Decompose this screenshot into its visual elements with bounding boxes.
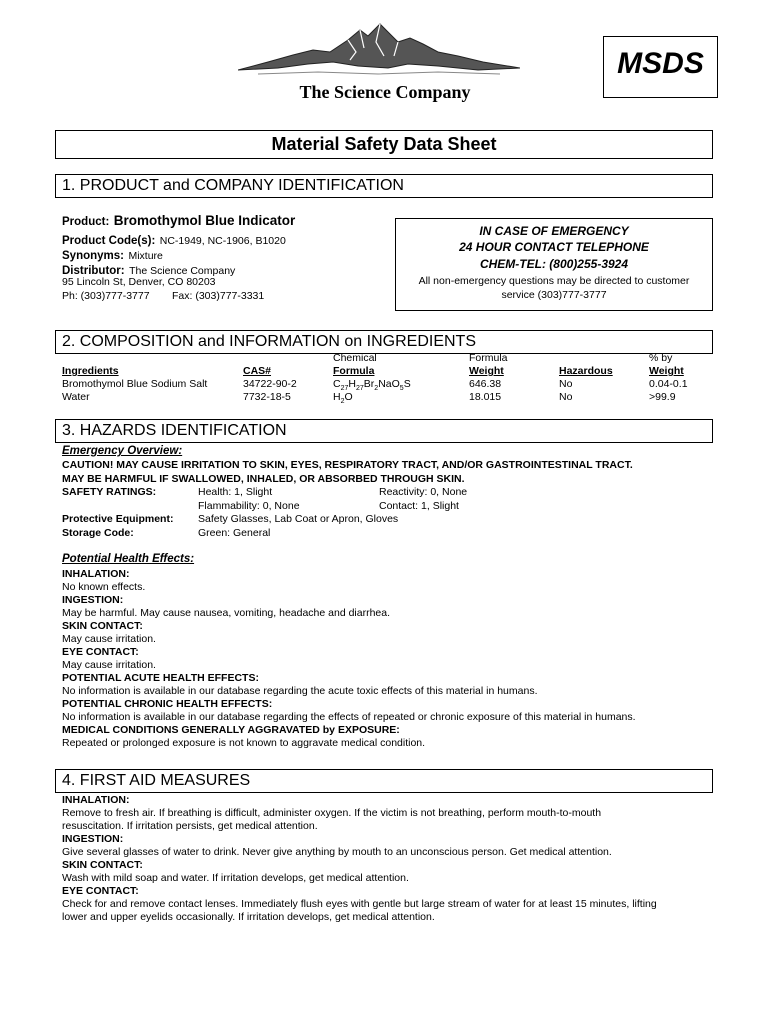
- distributor-label: Distributor:: [62, 265, 125, 277]
- th-formula: Formula: [333, 365, 375, 377]
- emergency-note: All non-emergency questions may be directed to customer service (303)777-3777: [418, 275, 690, 301]
- caution-line-1: CAUTION! MAY CAUSE IRRITATION TO SKIN, EYES, RESPIRATORY TRACT, AND/OR GASTROINTESTINAL TRACT.: [62, 459, 633, 471]
- first-aid-text: resuscitation. If irritation persists, get medical attention.: [62, 820, 318, 832]
- storage-code-value: Green: General: [198, 527, 271, 539]
- msds-badge: [603, 36, 718, 98]
- section-3-header: [55, 419, 713, 443]
- table-row: [62, 378, 709, 391]
- emergency-overview-label: Emergency Overview:: [62, 445, 183, 457]
- ingredient-name: Bromothymol Blue Sodium Salt: [62, 378, 208, 390]
- th-hazardous: Hazardous: [559, 365, 613, 377]
- contact-rating: Contact: 1, Slight: [379, 500, 459, 512]
- cas-number: 7732-18-5: [243, 391, 291, 403]
- distributor-fax: Fax: (303)777-3331: [172, 290, 265, 302]
- codes-label: Product Code(s):: [62, 235, 156, 247]
- storage-code-label: Storage Code:: [62, 527, 134, 539]
- th-pct: Weight: [649, 365, 684, 377]
- hazardous-flag: No: [559, 391, 573, 403]
- section-4-header: [55, 769, 713, 793]
- first-aid-text: Remove to fresh air. If breathing is difficult, administer oxygen. If the victim is not breathing, perform mouth-to-mouth: [62, 807, 602, 819]
- ingredient-name: Water: [62, 391, 90, 403]
- protective-equipment-label: Protective Equipment:: [62, 513, 174, 525]
- first-aid-heading: INHALATION:: [62, 794, 130, 806]
- product-line: [62, 212, 295, 230]
- msds-badge-text: MSDS: [617, 47, 704, 80]
- th-weight-top: Formula: [469, 352, 508, 364]
- chemical-formula: $H_2O$: [333, 391, 353, 406]
- document-title-box: [55, 130, 713, 159]
- health-effect-text: Repeated or prolonged exposure is not known to aggravate medical condition.: [62, 737, 426, 749]
- formula-weight: 646.38: [469, 378, 502, 390]
- codes-value: NC-1949, NC-1906, B1020: [159, 235, 286, 247]
- synonyms-value: Mixture: [128, 250, 163, 262]
- health-effect-heading: EYE CONTACT:: [62, 646, 139, 658]
- first-aid-heading: EYE CONTACT:: [62, 885, 139, 897]
- health-effect-text: No information is available in our database regarding the effects of repeated or chronic exposure of this material in humans.: [62, 711, 636, 723]
- emergency-phone: CHEM-TEL: (800)255-3924: [479, 257, 629, 271]
- emergency-box: [395, 218, 713, 311]
- mountain-logo: [238, 22, 520, 84]
- section-3-title: 3. HAZARDS IDENTIFICATION: [62, 422, 287, 439]
- document-title: Material Safety Data Sheet: [271, 134, 497, 154]
- first-aid-heading: SKIN CONTACT:: [62, 859, 143, 871]
- health-effect-text: No known effects.: [62, 581, 146, 593]
- th-formula-top: Chemical: [333, 352, 377, 364]
- company-name: The Science Company: [299, 82, 471, 102]
- first-aid-text: lower and upper eyelids occasionally. If irritation develops, get medical attention.: [62, 911, 435, 923]
- percent-by-weight: 0.04-0.1: [649, 378, 688, 390]
- health-effect-heading: INHALATION:: [62, 568, 130, 580]
- section-1-header: [55, 174, 713, 198]
- hazardous-flag: No: [559, 378, 573, 390]
- emergency-line1: IN CASE OF EMERGENCY: [479, 224, 629, 238]
- chemical-formula: $C_{27}H_{27}Br_2NaO_5S$: [333, 378, 411, 393]
- section-2-title: 2. COMPOSITION and INFORMATION on INGREDIENTS: [62, 333, 476, 350]
- synonyms-label: Synonyms:: [62, 250, 124, 262]
- section-4-title: 4. FIRST AID MEASURES: [62, 772, 251, 789]
- th-weight: Weight: [469, 365, 504, 377]
- protective-equipment-value: Safety Glasses, Lab Coat or Apron, Gloves: [198, 513, 399, 525]
- reactivity-rating: Reactivity: 0, None: [379, 486, 468, 498]
- section-2-header: [55, 330, 713, 354]
- health-effect-text: May cause irritation.: [62, 633, 156, 645]
- flammability-rating: Flammability: 0, None: [198, 500, 300, 512]
- health-effect-heading: POTENTIAL ACUTE HEALTH EFFECTS:: [62, 672, 259, 684]
- health-effect-heading: INGESTION:: [62, 594, 124, 606]
- first-aid-text: Wash with mild soap and water. If irritation develops, get medical attention.: [62, 872, 409, 884]
- health-rating: Health: 1, Slight: [198, 486, 273, 498]
- table-header: [62, 365, 709, 378]
- health-effect-text: May cause irritation.: [62, 659, 156, 671]
- safety-ratings-label: SAFETY RATINGS:: [62, 486, 157, 498]
- distributor-address: 95 Lincoln St, Denver, CO 80203: [62, 276, 216, 288]
- ingredients-table: [62, 352, 709, 404]
- formula-weight: 18.015: [469, 391, 502, 403]
- health-effect-text: May be harmful. May cause nausea, vomiting, headache and diarrhea.: [62, 607, 391, 619]
- health-effect-text: No information is available in our database regarding the acute toxic effects of this material in humans.: [62, 685, 538, 697]
- section-1-title: 1. PRODUCT and COMPANY IDENTIFICATION: [62, 177, 404, 194]
- product-label: Product:: [62, 216, 110, 228]
- health-effects-list: [62, 568, 636, 750]
- th-cas: CAS#: [243, 365, 272, 377]
- health-effect-heading: MEDICAL CONDITIONS GENERALLY AGGRAVATED by EXPOSURE:: [62, 724, 400, 736]
- th-pct-top: % by: [649, 352, 673, 364]
- distributor-phone: Ph: (303)777-3777: [62, 290, 150, 302]
- first-aid-text: Check for and remove contact lenses. Immediately flush eyes with gentle but large stream of water for at least 15 minutes, lifting: [62, 898, 657, 910]
- table-row: [62, 391, 709, 404]
- cas-number: 34722-90-2: [243, 378, 297, 390]
- health-effect-heading: SKIN CONTACT:: [62, 620, 143, 632]
- th-ingredients: Ingredients: [62, 365, 119, 377]
- caution-line-2: MAY BE HARMFUL IF SWALLOWED, INHALED, OR ABSORBED THROUGH SKIN.: [62, 473, 465, 485]
- emergency-line2: 24 HOUR CONTACT TELEPHONE: [459, 240, 649, 254]
- first-aid-list: [62, 794, 657, 924]
- first-aid-heading: INGESTION:: [62, 833, 124, 845]
- first-aid-text: Give several glasses of water to drink. Never give anything by mouth to an unconscious person. Get medical attention.: [62, 846, 612, 858]
- health-effect-heading: POTENTIAL CHRONIC HEALTH EFFECTS:: [62, 698, 273, 710]
- product-name: Bromothymol Blue Indicator: [113, 213, 296, 228]
- health-effects-label: Potential Health Effects:: [62, 553, 195, 565]
- table-header-top: [62, 352, 709, 365]
- percent-by-weight: >99.9: [649, 391, 676, 403]
- distributor-value: The Science Company: [129, 265, 236, 277]
